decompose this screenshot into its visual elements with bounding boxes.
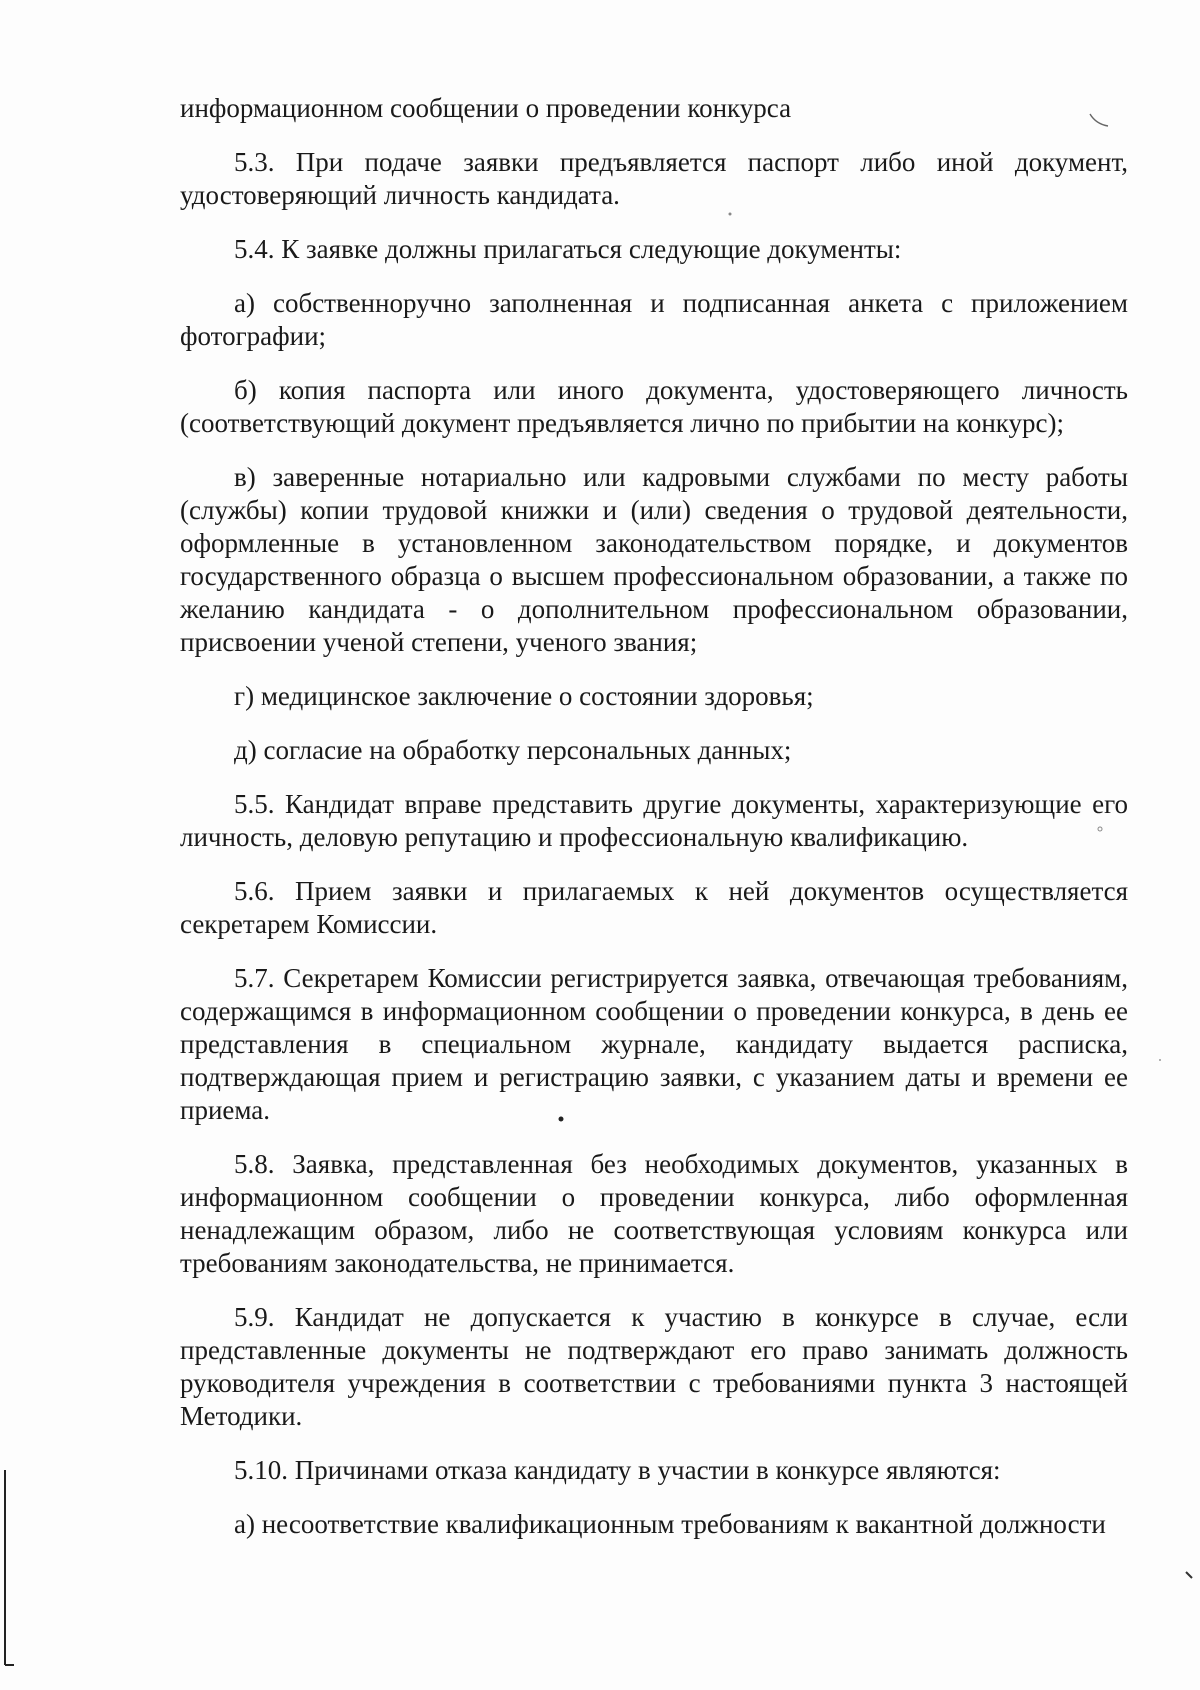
list-item-a: а) собственноручно заполненная и подписанная анкета с приложением фотографии; bbox=[180, 288, 1128, 351]
paragraph-continuation: информационном сообщении о проведении конкурса bbox=[180, 93, 792, 123]
scan-artifact-dot-4 bbox=[1159, 1059, 1161, 1061]
paragraph-5-6: 5.6. Прием заявки и прилагаемых к ней документов осуществляется секретарем Комиссии. bbox=[180, 876, 1128, 939]
list-item-b: б) копия паспорта или иного документа, удостоверяющего личность (соответствующий документ предъявляется лично по прибытии на конкурс); bbox=[180, 375, 1128, 438]
paragraph-5-4: 5.4. К заявке должны прилагаться следующие документы: bbox=[234, 234, 902, 264]
list-item-a-2: а) несоответствие квалификационным требованиям к вакантной должности bbox=[234, 1509, 1106, 1539]
paragraph-5-7: 5.7. Секретарем Комиссии регистрируется заявка, отвечающая требованиям, содержащимся в информационном сообщении о проведении конкурса, в день ее представления в специальном журнале, кандидату выдается расписка, подтверждающая прием и регистрацию заявки, с указанием даты и времени ее приема. bbox=[180, 963, 1128, 1125]
list-item-g: г) медицинское заключение о состоянии здоровья; bbox=[234, 681, 814, 711]
list-item-v: в) заверенные нотариально или кадровыми службами по месту работы (службы) копии трудовой книжки и (или) сведения о трудовой деятельности, оформленные в установленном законодательством порядке, и документов государственного образца о высшем профессиональном образовании, а также по желанию кандидата - о дополнительном профессиональном образовании, присвоении ученой степени, ученого звания; bbox=[180, 462, 1128, 657]
paragraph-5-8: 5.8. Заявка, представленная без необходимых документов, указанных в информационном сообщении о проведении конкурса, либо оформленная ненадлежащим образом, либо не соответствующая условиям конкурса или требованиям законодательства, не принимается. bbox=[180, 1149, 1128, 1278]
paragraph-5-10: 5.10. Причинами отказа кандидату в участии в конкурсе являются: bbox=[234, 1455, 1001, 1485]
paragraph-5-5: 5.5. Кандидат вправе представить другие документы, характеризующие его личность, деловую репутацию и профессиональную квалификацию. bbox=[180, 789, 1128, 852]
paragraph-5-3: 5.3. При подаче заявки предъявляется паспорт либо иной документ, удостоверяющий личность кандидата. bbox=[180, 147, 1128, 210]
document-body bbox=[180, 92, 1128, 1562]
list-item-d: д) согласие на обработку персональных данных; bbox=[234, 735, 792, 765]
paragraph-5-9: 5.9. Кандидат не допускается к участию в конкурсе в случае, если представленные документы не подтверждают его право занимать должность руководителя учреждения в соответствии с требованиями пункта 3 настоящей Методики. bbox=[180, 1302, 1128, 1431]
scan-artifact-bottom-right bbox=[1186, 1572, 1192, 1578]
